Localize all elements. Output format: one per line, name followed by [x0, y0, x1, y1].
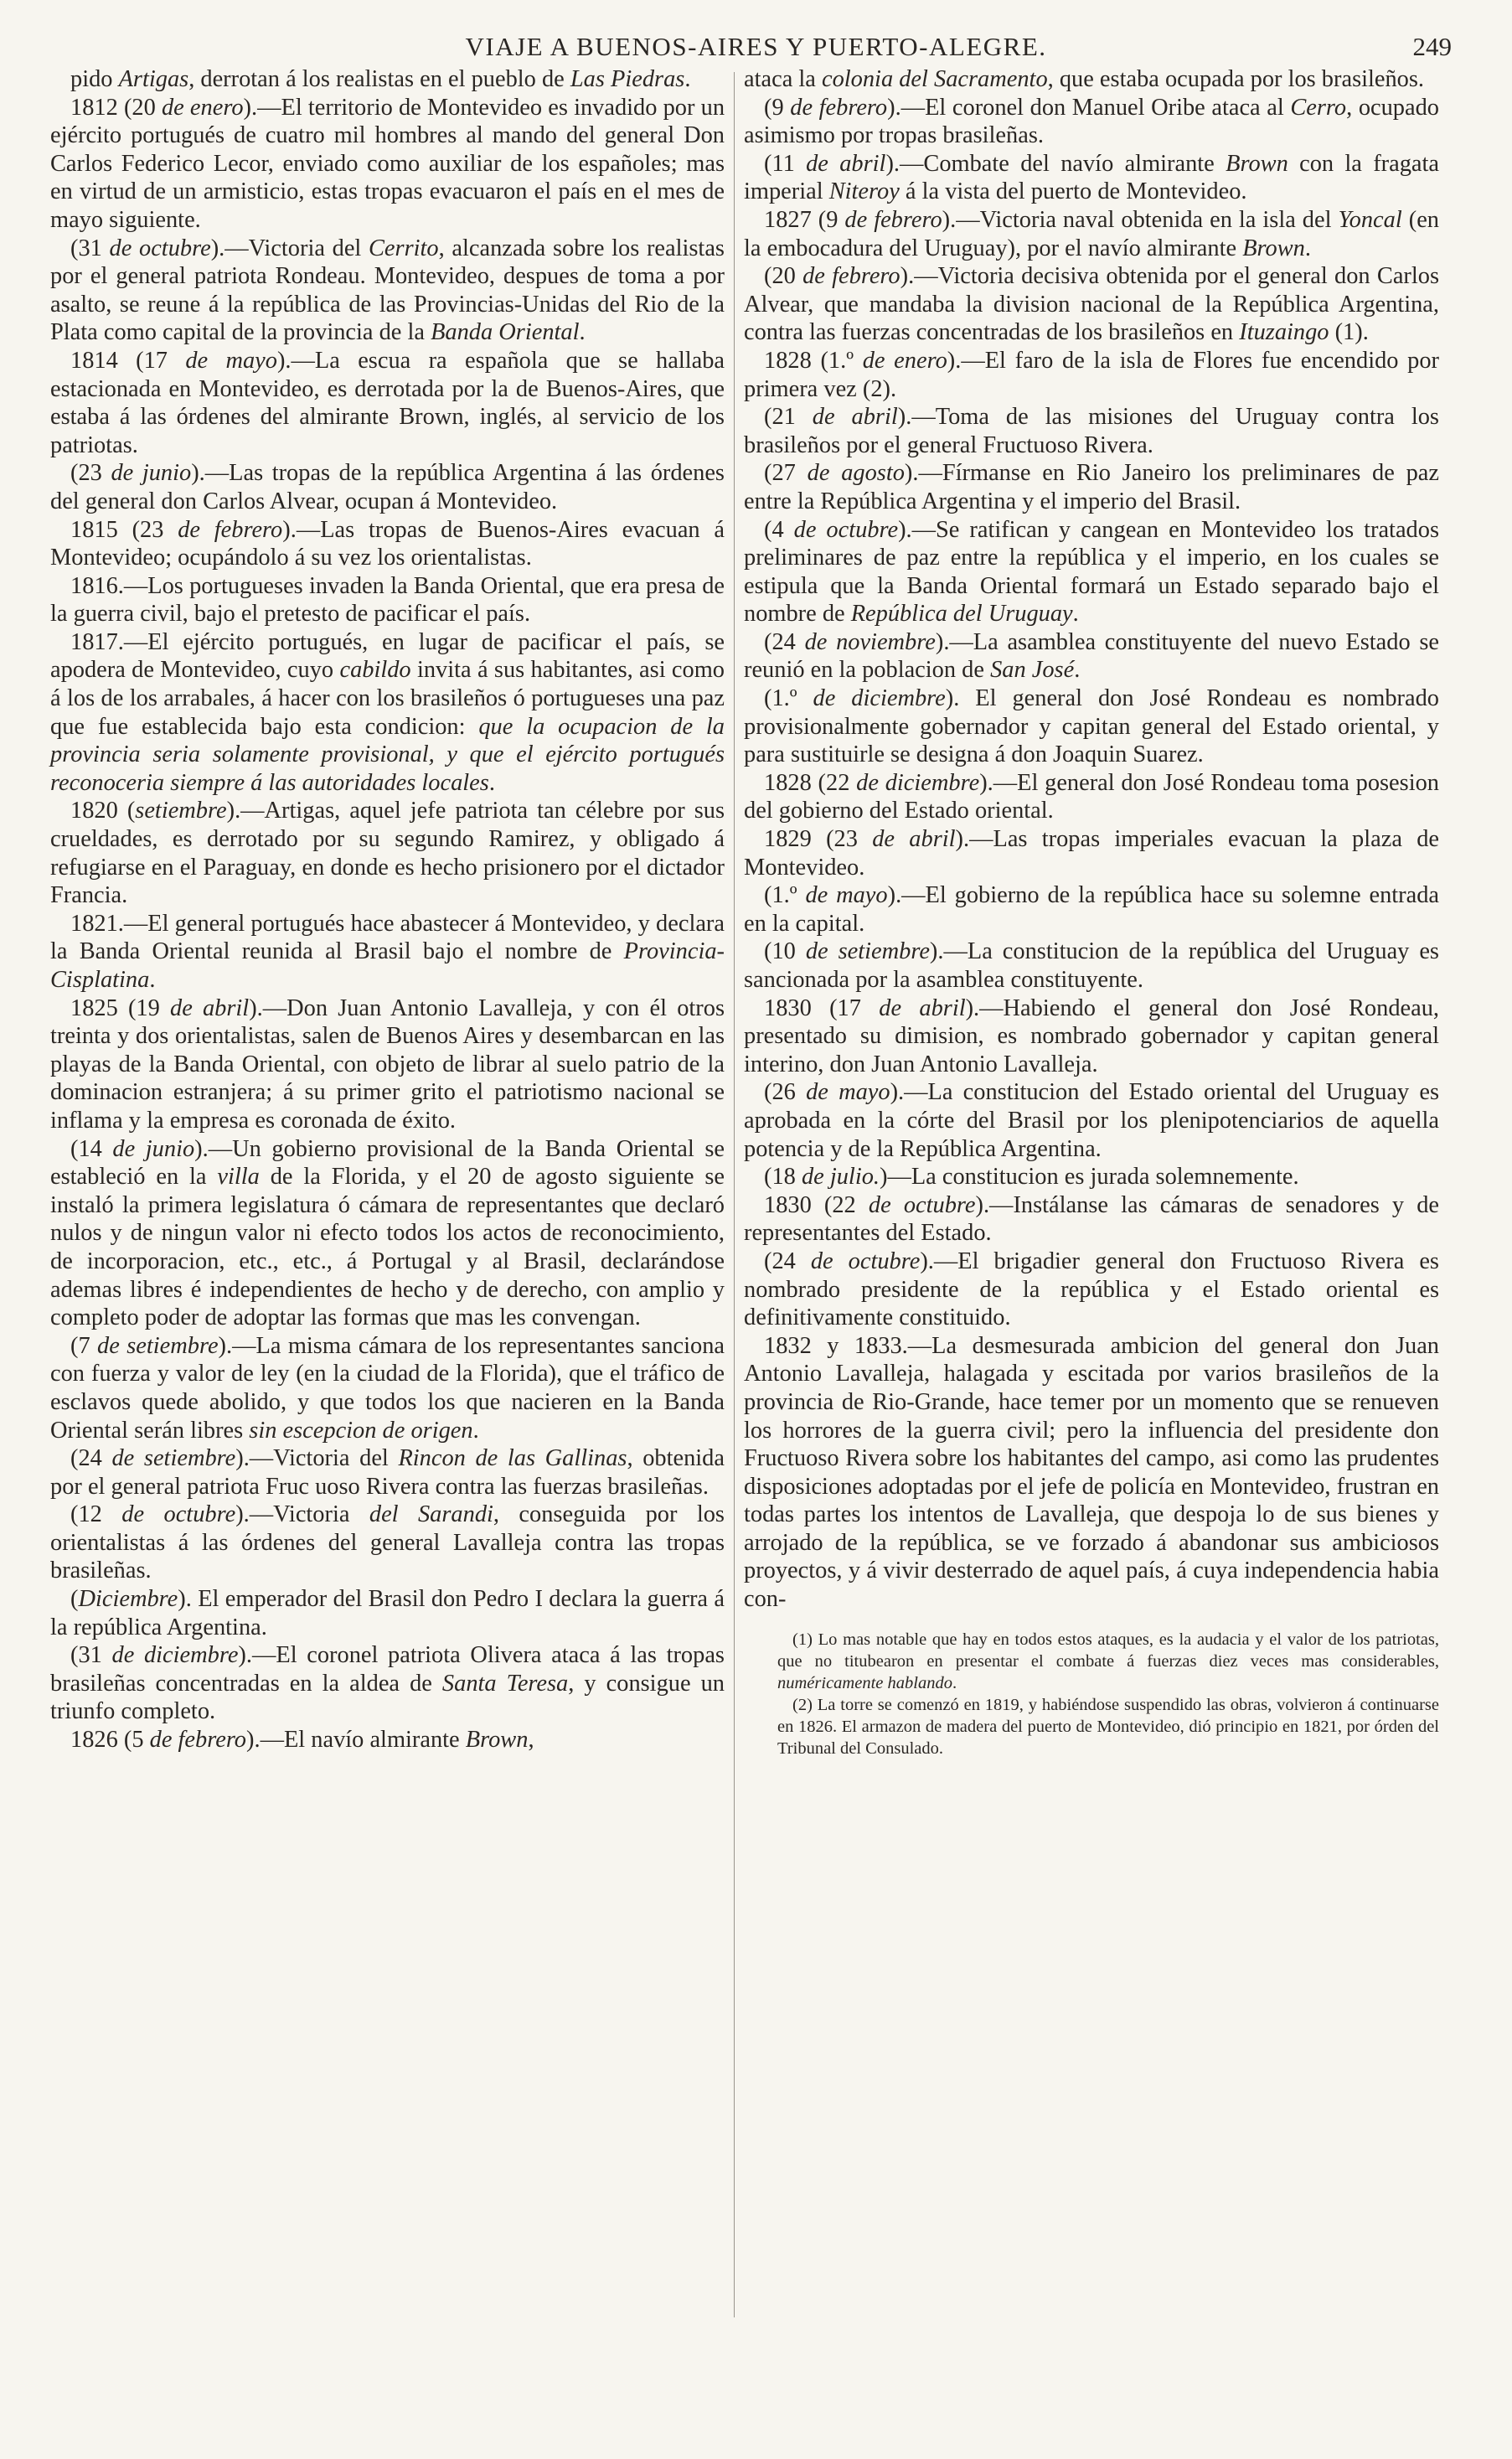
- paragraph-text: .: [952, 1673, 957, 1692]
- paragraph-text: 1814 (17: [70, 347, 186, 374]
- paragraph-text: ). El emperador del Brasil don Pedro I declara la guerra á la república Argentina.: [50, 1586, 725, 1640]
- emphasis-text: Ituzaingo: [1239, 319, 1329, 346]
- paragraph-text: , que estaba ocupada por los brasileños.: [1047, 66, 1425, 92]
- paragraph-text: (27: [764, 460, 808, 487]
- paragraph-text: (24: [70, 1445, 112, 1472]
- paragraph-text: ).—La constitucion del Estado oriental del Uruguay es aprobada en la córte del Brasil por los plenipotenciarios de aquella potencia y de la República Argentina.: [744, 1079, 1440, 1162]
- emphasis-text: Cerrito: [369, 235, 439, 261]
- paragraph-text: á la vista del puerto de Montevideo.: [899, 178, 1247, 205]
- paragraph-text: (en la embocadura del Uruguay), por el navío almirante: [744, 206, 1439, 261]
- footnotes: [744, 1629, 1439, 1759]
- emphasis-text: de enero: [862, 347, 947, 374]
- chronology-entry: [744, 262, 1439, 347]
- paragraph-text: .: [1304, 235, 1311, 261]
- emphasis-text: de octubre: [868, 1191, 976, 1218]
- paragraph-text: ).—Combate del navío almirante: [885, 150, 1226, 177]
- emphasis-text: Niteroy: [828, 178, 900, 205]
- chronology-entry: [744, 347, 1439, 403]
- paragraph-text: ).—Victoria del: [235, 1445, 399, 1472]
- chronology-entry: [744, 516, 1439, 628]
- chronology-entry: [50, 797, 725, 909]
- emphasis-text: Yoncal: [1338, 206, 1402, 233]
- paragraph-text: invita á sus habitantes, asi como á los de los arrabales, á hacer con los brasileños ó portugueses una paz que fue establecida bajo esta condicion:: [50, 657, 725, 740]
- paragraph-text: ).—Las tropas imperiales evacuan la plaza de Montevideo.: [744, 826, 1440, 881]
- paragraph-text: ).—Las tropas de Buenos-Aires evacuan á Montevideo; ocupándolo á su vez los orientalistas.: [50, 516, 725, 571]
- paragraph-text: ,: [528, 1727, 534, 1754]
- paragraph-text: ).—Habiendo el general don José Rondeau, presentado su dimision, es nombrado gobernador y capitan general interino, don Juan Antonio Lavalleja.: [744, 994, 1440, 1077]
- footnote: [777, 1694, 1439, 1759]
- paragraph-text: ).—El coronel don Manuel Oribe ataca al: [887, 94, 1291, 121]
- emphasis-text: Provincia-Cisplatina: [50, 938, 725, 993]
- chronology-entry: [50, 1444, 725, 1501]
- emphasis-text: de octubre: [109, 235, 211, 261]
- paragraph-text: 1816.—Los portugueses invaden la Banda Oriental, que era presa de la guerra civil, bajo el pretesto de pacificar el país.: [50, 572, 725, 628]
- emphasis-text: Banda Oriental: [431, 319, 580, 346]
- paragraph-text: 1826 (5: [70, 1727, 150, 1754]
- paragraph-text: 1828 (1.º: [764, 347, 863, 374]
- emphasis-text: Brown: [1242, 235, 1305, 261]
- emphasis-text: de febrero: [149, 1727, 247, 1754]
- paragraph-text: (24: [764, 1248, 811, 1274]
- paragraph-text: ).—Instálanse las cámaras de senadores y de representantes del Estado.: [744, 1191, 1439, 1247]
- right-column-body: [744, 65, 1439, 1614]
- paragraph-text: 1830 (22: [764, 1191, 869, 1218]
- paragraph-text: 1821.—El general portugués hace abastecer á Montevideo, y declara la Banda Oriental reunida al Brasil bajo el nombre de: [50, 910, 725, 965]
- paragraph-text: (31: [70, 1642, 112, 1669]
- paragraph-text: ). El general don José Rondeau es nombrado provisionalmente gobernador y capitan general del Estado oriental, y para sustituirle se designa á don Joaquin Suarez.: [744, 685, 1439, 768]
- emphasis-text: Cerro: [1290, 94, 1347, 121]
- paragraph-text: ).—Victoria: [235, 1501, 369, 1528]
- chronology-entry: [744, 994, 1439, 1079]
- emphasis-text: de mayo: [806, 1079, 890, 1106]
- column-divider: [734, 72, 735, 2317]
- paragraph-text: ataca la: [744, 66, 822, 92]
- paragraph-text: 1828 (22: [764, 769, 857, 796]
- paragraph-text: , ocupado asimismo por tropas brasileñas.: [744, 94, 1439, 149]
- chronology-entry: [50, 1135, 725, 1332]
- emphasis-text: setiembre: [135, 798, 227, 824]
- emphasis-text: que la ocupacion de la provincia seria solamente provisional, y que el ejército portugués reconoceria siempre á las autoridades locales: [50, 713, 725, 796]
- chronology-entry: [50, 94, 725, 235]
- paragraph-text: .: [472, 1417, 479, 1444]
- chronology-entry: [50, 235, 725, 347]
- paragraph-text: , y consigue un triunfo completo.: [50, 1670, 725, 1725]
- paragraph-text: ).—La asamblea constituyente del nuevo Estado se reunió en la poblacion de: [744, 628, 1439, 684]
- emphasis-text: de abril: [812, 404, 898, 431]
- emphasis-text: de abril: [879, 994, 966, 1021]
- paragraph-text: ).—Las tropas de la república Argentina á las órdenes del general don Carlos Alvear, ocupan á Montevideo.: [50, 460, 725, 514]
- paragraph-text: (12: [70, 1501, 122, 1528]
- chronology-entry: [50, 1332, 725, 1444]
- chronology-entry: [744, 1332, 1439, 1614]
- paragraph-text: , alcanzada sobre los realistas por el general patriota Rondeau. Montevideo, despues de toma a por asalto, se reune á la república de las Provincias-Unidas del Rio de la Plata como capital de la provincia de la: [50, 235, 725, 346]
- chronology-entry: [50, 459, 725, 515]
- left-column: [50, 65, 725, 1754]
- emphasis-text: del Sarandi: [369, 1501, 493, 1528]
- paragraph-text: (1).: [1329, 319, 1369, 346]
- paragraph-text: ).—Don Juan Antonio Lavalleja, y con él otros treinta y dos orientalistas, salen de Buenos Aires y desembarcan en las playas de la Banda Oriental, con objeto de librar al suelo patrio de la dominacion estranjera; á su primer grito el patriotismo nacional se inflama y la empresa es coronada de éxito.: [50, 994, 725, 1134]
- paragraph-text: (2) La torre se comenzó en 1819, y habiéndose suspendido las obras, volvieron á continuarse en 1826. El armazon de madera del puerto de Montevideo, dió principio en 1821, por órden del Tribunal del Consulado.: [777, 1695, 1439, 1758]
- paragraph-text: 1812 (20: [70, 94, 162, 121]
- emphasis-text: cabildo: [339, 657, 411, 684]
- emphasis-text: sin escepcion de origen: [249, 1417, 473, 1444]
- paragraph-text: , conseguida por los orientalistas á las órdenes del general Lavalleja contra las tropas brasileñas.: [50, 1501, 725, 1584]
- paragraph-text: )—La constitucion es jurada solemnemente.: [880, 1164, 1299, 1191]
- emphasis-text: de diciembre: [813, 685, 946, 712]
- chronology-entry: [50, 516, 725, 572]
- emphasis-text: Las Piedras: [570, 66, 685, 92]
- chronology-entry: [50, 1726, 725, 1754]
- paragraph-text: (23: [70, 460, 111, 487]
- emphasis-text: de febrero: [178, 516, 283, 543]
- emphasis-text: Rincon de las Gallinas: [398, 1445, 627, 1472]
- paragraph-text: de la Florida, y el 20 de agosto siguiente se instaló la primera legislatura ó cámara de representantes que declaró nulos y de ningun valor ni efecto todos los actos de reconocimiento, de incorporacion, etc., etc., á Portugal y al Brasil, declarándose ademas libres é independientes de hecho y de derecho, con amplio y completo poder de adoptar las formas que mas les convengan.: [50, 1164, 725, 1331]
- paragraph-text: 1817.—El ejército portugués, en lugar de pacificar el país, se apodera de Montevideo, cuyo: [50, 628, 725, 684]
- chronology-entry: [50, 572, 725, 628]
- paragraph-text: ).—El territorio de Montevideo es invadido por un ejército portugués de cuatro mil hombres al mando del general Don Carlos Federico Lecor, enviado como auxiliar de los españoles; mas en virtud de un armisticio, estas tropas evacuaron el país en el mes de mayo siguiente.: [50, 94, 725, 233]
- emphasis-text: de mayo: [805, 882, 888, 909]
- paragraph-text: .: [149, 967, 156, 993]
- paragraph-text: ).—Victoria decisiva obtenida por el general don Carlos Alvear, que mandaba la division nacional de la República Argentina, contra las fuerzas concentradas de los brasileños en: [744, 263, 1440, 346]
- emphasis-text: de setiembre: [97, 1332, 219, 1359]
- paragraph-text: .: [684, 66, 691, 92]
- emphasis-text: de mayo: [185, 347, 277, 374]
- paragraph-text: (1) Lo mas notable que hay en todos estos ataques, es la audacia y el valor de los patriotas, que no titubearon en presentar el combate á fuerzas diez veces mas considerables,: [777, 1630, 1439, 1671]
- paragraph-text: ).—La constitucion de la república del Uruguay es sancionada por la asamblea constituyente.: [744, 938, 1439, 993]
- paragraph-text: 1832 y 1833.—La desmesurada ambicion del general don Juan Antonio Lavalleja, halagada y escitada por varios brasileños de la provincia de Rio-Grande, hace temer por un momento que se renueven los horrores de la guerra civil; pero la influencia del presidente don Fructuoso Rivera sobre los habitantes del campo, asi como las prudentes disposiciones adoptadas por el jefe de policía en Montevideo, frustran en todas partes los intentos de Lavalleja, que despoja lo de sus bienes y arrojado de la república, se ve forzado á abandonar sus ambiciosos proyectos, y á vivir desterrado de aquel país, á cuya independencia habia con-: [744, 1332, 1439, 1613]
- paragraph-text: ).—El navío almirante: [246, 1727, 466, 1754]
- chronology-entry: [744, 628, 1439, 684]
- paragraph-text: ).—El gobierno de la república hace su solemne entrada en la capital.: [744, 882, 1440, 937]
- emphasis-text: colonia del Sacramento: [821, 66, 1048, 92]
- chronology-entry: [744, 206, 1439, 262]
- chronology-entry: [744, 684, 1439, 769]
- chronology-entry: [744, 403, 1439, 459]
- paragraph-text: (1.º: [764, 685, 813, 712]
- paragraph-text: 1829 (23: [764, 826, 873, 853]
- chronology-entry: [744, 825, 1439, 881]
- paragraph-text: (: [70, 1586, 79, 1613]
- paragraph-text: (26: [764, 1079, 807, 1106]
- chronology-entry: [50, 65, 725, 94]
- paragraph-text: (10: [764, 938, 806, 965]
- emphasis-text: villa: [217, 1164, 260, 1191]
- paragraph-text: ).—El brigadier general don Fructuoso Rivera es nombrado presidente de la república y el Estado oriental es definitivamente constituido.: [744, 1248, 1439, 1331]
- paragraph-text: con la fragata imperial: [744, 150, 1440, 205]
- emphasis-text: de abril: [170, 994, 250, 1021]
- emphasis-text: de julio.: [801, 1164, 880, 1191]
- paragraph-text: 1830 (17: [764, 994, 880, 1021]
- right-column: [744, 65, 1439, 1759]
- emphasis-text: de enero: [161, 94, 244, 121]
- page-number: 249: [1412, 32, 1452, 61]
- paragraph-text: .: [488, 769, 495, 796]
- paragraph-text: (1.º: [764, 882, 806, 909]
- emphasis-text: de diciembre: [111, 1642, 239, 1669]
- emphasis-text: de noviembre: [804, 628, 936, 655]
- emphasis-text: de junio: [111, 460, 192, 487]
- paragraph-text: ).—Victoria naval obtenida en la isla del: [942, 206, 1339, 233]
- emphasis-text: San José: [990, 657, 1075, 684]
- emphasis-text: de febrero: [844, 206, 942, 233]
- emphasis-text: numéricamente hablando: [777, 1673, 952, 1692]
- chronology-entry: [744, 65, 1439, 94]
- paragraph-text: ).—El coronel patriota Olivera ataca á las tropas brasileñas concentradas en la aldea de: [50, 1642, 725, 1697]
- paragraph-text: pido: [70, 66, 119, 92]
- paragraph-text: ).—Artigas, aquel jefe patriota tan célebre por sus crueldades, es derrotado por su segundo Ramirez, y obligado á refugiarse en el Paraguay, en donde es hecho prisionero por el dictador Francia.: [50, 798, 725, 909]
- emphasis-text: de octubre: [810, 1248, 921, 1274]
- chronology-entry: [50, 910, 725, 994]
- paragraph-text: (9: [764, 94, 791, 121]
- running-head: [50, 32, 1462, 65]
- chronology-entry: [50, 994, 725, 1135]
- emphasis-text: de octubre: [121, 1501, 236, 1528]
- emphasis-text: de diciembre: [856, 769, 980, 796]
- paragraph-text: (21: [764, 404, 813, 431]
- emphasis-text: de abril: [806, 150, 886, 177]
- emphasis-text: República del Uruguay: [850, 601, 1073, 628]
- emphasis-text: de febrero: [790, 94, 888, 121]
- paragraph-text: (7: [70, 1332, 98, 1359]
- chronology-entry: [744, 881, 1439, 938]
- paragraph-text: ).—Victoria del: [210, 235, 369, 261]
- paragraph-text: 1827 (9: [764, 206, 845, 233]
- chronology-entry: [744, 94, 1439, 150]
- paragraph-text: ).—La escua ra española que se hallaba estacionada en Montevideo, es derrotada por la de Buenos-Aires, que estaba á las órdenes del almirante Brown, inglés, al servicio de los patriotas.: [50, 347, 725, 458]
- emphasis-text: de octubre: [793, 516, 899, 543]
- paragraph-text: , derrotan á los realistas en el pueblo de: [188, 66, 570, 92]
- paragraph-text: (18: [764, 1164, 802, 1191]
- paragraph-text: (11: [764, 150, 807, 177]
- chronology-entry: [744, 1191, 1439, 1248]
- footnote: [777, 1629, 1439, 1694]
- chronology-entry: [744, 1163, 1439, 1191]
- emphasis-text: de setiembre: [111, 1445, 236, 1472]
- chronology-entry: [744, 1078, 1439, 1163]
- emphasis-text: de agosto: [807, 460, 905, 487]
- paragraph-text: (20: [764, 263, 803, 290]
- chronology-entry: [50, 1641, 725, 1726]
- paragraph-text: ).—Se ratifican y cangean en Montevideo los tratados preliminares de paz entre la república y el imperio, en los cuales se estipula que la Banda Oriental formará un Estado separado bajo el nombre de: [744, 516, 1439, 628]
- paragraph-text: ).—El general don José Rondeau toma posesion del gobierno del Estado oriental.: [744, 769, 1439, 824]
- chronology-entry: [50, 347, 725, 459]
- paragraph-text: ).—Fírmanse en Rio Janeiro los preliminares de paz entre la República Argentina y el imperio del Brasil.: [744, 460, 1439, 514]
- paragraph-text: .: [1074, 657, 1081, 684]
- emphasis-text: de febrero: [802, 263, 900, 290]
- chronology-entry: [50, 1501, 725, 1585]
- chronology-entry: [744, 150, 1439, 206]
- emphasis-text: de setiembre: [805, 938, 930, 965]
- emphasis-text: de junio: [112, 1135, 195, 1162]
- paragraph-text: .: [579, 319, 586, 346]
- paragraph-text: ).—Toma de las misiones del Uruguay contra los brasileños por el general Fructuoso Rivera.: [744, 404, 1439, 458]
- chronology-entry: [50, 628, 725, 798]
- emphasis-text: Artigas: [118, 66, 189, 92]
- paragraph-text: 1825 (19: [70, 994, 170, 1021]
- paragraph-text: (31: [70, 235, 110, 261]
- paragraph-text: (14: [70, 1135, 113, 1162]
- paragraph-text: .: [1072, 601, 1079, 628]
- emphasis-text: Brown: [1226, 150, 1288, 177]
- paragraph-text: ).—La misma cámara de los representantes sanciona con fuerza y valor de ley (en la ciudad de la Florida), que el tráfico de esclavos quede abolido, y que todos los que nacieren en la Banda Oriental serán libres: [50, 1332, 725, 1444]
- emphasis-text: Brown: [465, 1727, 529, 1754]
- paragraph-text: 1820 (: [70, 798, 136, 824]
- paragraph-text: ).—Un gobierno provisional de la Banda Oriental se estableció en la: [50, 1135, 725, 1191]
- chronology-entry: [744, 1248, 1439, 1332]
- chronology-entry: [744, 938, 1439, 994]
- paragraph-text: , obtenida por el general patriota Fruc uoso Rivera contra las fuerzas brasileñas.: [50, 1445, 725, 1500]
- paragraph-text: (4: [764, 516, 794, 543]
- paragraph-text: (24: [764, 628, 805, 655]
- chronology-entry: [744, 459, 1439, 515]
- running-head-title: VIAJE A BUENOS-AIRES Y PUERTO-ALEGRE.: [465, 32, 1047, 61]
- emphasis-text: de abril: [872, 826, 956, 853]
- chronology-entry: [50, 1585, 725, 1641]
- paragraph-text: ).—El faro de la isla de Flores fue encendido por primera vez (2).: [744, 347, 1439, 402]
- emphasis-text: Santa Teresa: [441, 1670, 569, 1697]
- chronology-entry: [744, 769, 1439, 825]
- paragraph-text: 1815 (23: [70, 516, 178, 543]
- emphasis-text: Diciembre: [78, 1586, 178, 1613]
